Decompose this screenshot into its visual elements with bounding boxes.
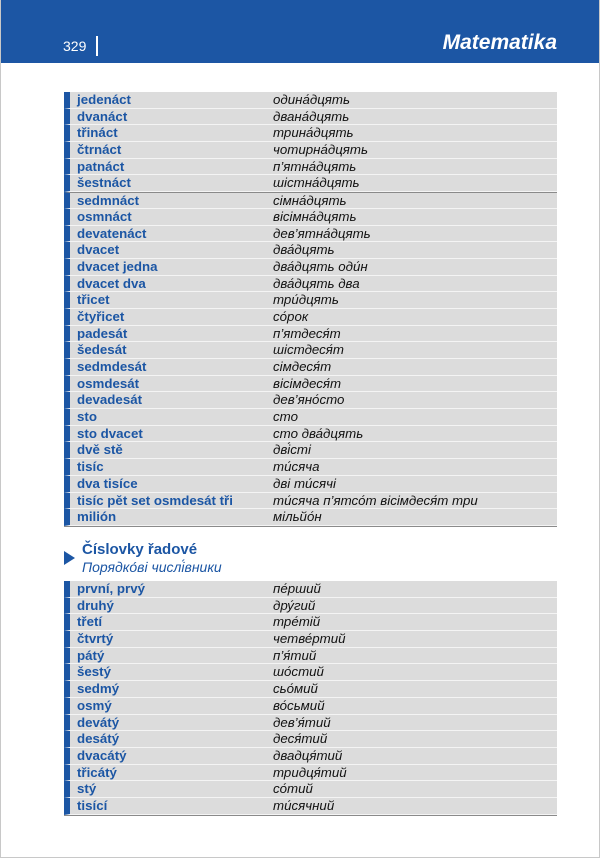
ukrainian-term: ти́сяча [273, 459, 320, 475]
ukrainian-term: шістдеся́т [273, 342, 344, 358]
czech-term: třicátý [77, 764, 117, 780]
ukrainian-term: двадця́тий [273, 747, 343, 763]
czech-term: sto dvacet [77, 425, 143, 441]
table-row [64, 698, 557, 715]
table-row [64, 476, 557, 493]
ukrainian-term: дев’я́тий [273, 714, 331, 730]
ukrainian-term: во́сьмий [273, 697, 325, 713]
ukrainian-term: тридця́тий [273, 764, 347, 780]
table-row [64, 192, 557, 209]
ukrainian-term: вісімдеся́т [273, 375, 342, 391]
table-row [64, 426, 557, 443]
ukrainian-term: вісімна́дцять [273, 208, 357, 224]
ukrainian-term: два́дцять оди́н [273, 258, 368, 274]
header-divider [96, 36, 98, 56]
ukrainian-term: трина́дцять [273, 125, 354, 141]
czech-term: padesát [77, 325, 128, 341]
czech-term: čtyřicet [77, 308, 125, 324]
table-row [64, 242, 557, 259]
czech-term: desátý [77, 731, 120, 747]
ukrainian-term: ти́сяча п’ятсо́т вісімдеся́т три [273, 492, 478, 508]
ukrainian-term: п’ятдеся́т [273, 325, 341, 341]
section-arrow-icon [64, 551, 75, 565]
ordinal-numbers-table [64, 581, 557, 816]
table-row [64, 109, 557, 126]
czech-term: třináct [77, 125, 118, 141]
table-row [64, 731, 557, 748]
ukrainian-term: одина́дцять [273, 92, 350, 107]
czech-term: dvacet [77, 242, 120, 258]
ukrainian-term: п’я́тий [273, 647, 317, 663]
czech-term: šestnáct [77, 175, 131, 191]
ukrainian-term: сімдеся́т [273, 359, 332, 374]
section-title: Číslovky řadové [82, 541, 198, 558]
table-row [64, 209, 557, 226]
ukrainian-term: чотирна́дцять [273, 142, 368, 158]
table-row [64, 125, 557, 142]
ukrainian-term: со́тий [273, 781, 313, 797]
czech-term: dvanáct [77, 108, 128, 124]
czech-term: milión [77, 509, 117, 525]
table-row [64, 409, 557, 426]
ukrainian-term: дев’яно́сто [273, 392, 345, 408]
czech-term: dvacet jedna [77, 258, 158, 274]
czech-term: třicet [77, 292, 110, 308]
czech-term: dvě stě [77, 442, 123, 458]
czech-term: devadesát [77, 392, 143, 408]
ukrainian-term: сьо́мий [273, 681, 318, 697]
ukrainian-term: два́дцять [273, 242, 335, 258]
czech-term: tisíc [77, 459, 104, 475]
ukrainian-term: п’ятна́дцять [273, 158, 357, 174]
section-subtitle: Порядко́ві числі́вники [82, 559, 222, 575]
ukrainian-term: четве́ртий [273, 631, 346, 647]
ukrainian-term: сто [273, 409, 298, 425]
ukrainian-term: тре́тій [273, 614, 321, 630]
table-row [64, 309, 557, 326]
table-row [64, 681, 557, 698]
ukrainian-term: дві ти́сячі [273, 475, 336, 491]
ukrainian-term: шо́стий [273, 664, 324, 680]
table-row [64, 326, 557, 343]
chapter-title: Matematika [442, 31, 557, 54]
table-row [64, 92, 557, 109]
czech-term: sto [77, 409, 97, 425]
czech-term: šestý [77, 664, 112, 680]
table-row [64, 359, 557, 376]
ukrainian-term: шістна́дцять [273, 175, 360, 191]
ukrainian-term: сто два́дцять [273, 425, 364, 441]
ukrainian-term: три́дцять [273, 292, 339, 308]
czech-term: osmnáct [77, 208, 132, 224]
table-row [64, 765, 557, 782]
czech-term: devátý [77, 714, 120, 730]
czech-term: dvacet dva [77, 275, 146, 291]
cardinal-numbers-table [64, 92, 557, 527]
ukrainian-term: со́рок [273, 308, 309, 324]
table-row [64, 459, 557, 476]
czech-term: první, prvý [77, 581, 145, 596]
table-row [64, 509, 557, 526]
ukrainian-term: дев’ятна́дцять [273, 225, 371, 241]
table-row [64, 342, 557, 359]
page-header [1, 0, 599, 63]
czech-term: třetí [77, 614, 103, 630]
czech-term: tisíc pět set osmdesát tři [77, 492, 233, 508]
table-row [64, 259, 557, 276]
czech-term: dvacátý [77, 747, 127, 763]
ukrainian-term: двана́дцять [273, 108, 350, 124]
table-row [64, 598, 557, 615]
table-row [64, 715, 557, 732]
czech-term: osmý [77, 697, 112, 713]
czech-term: sedmnáct [77, 193, 140, 209]
table-row [64, 648, 557, 665]
ukrainian-term: мільйо́н [273, 509, 322, 525]
table-row [64, 442, 557, 459]
ukrainian-term: два́дцять два [273, 275, 360, 291]
czech-term: čtvrtý [77, 631, 114, 647]
table-row [64, 226, 557, 243]
table-row [64, 292, 557, 309]
ukrainian-term: деся́тий [273, 731, 328, 747]
ukrainian-term: ти́сячний [273, 797, 335, 813]
table-row [64, 664, 557, 681]
czech-term: šedesát [77, 342, 127, 358]
table-row [64, 392, 557, 409]
czech-term: stý [77, 781, 97, 797]
table-row [64, 175, 557, 192]
czech-term: devatenáct [77, 225, 147, 241]
table-row [64, 781, 557, 798]
table-row [64, 798, 557, 815]
page-number: 329 [63, 38, 87, 54]
czech-term: patnáct [77, 158, 125, 174]
table-row [64, 581, 557, 598]
ukrainian-term: дві́сті [273, 442, 311, 458]
czech-term: druhý [77, 597, 114, 613]
czech-term: pátý [77, 647, 105, 663]
ukrainian-term: пе́рший [273, 581, 321, 596]
czech-term: sedmý [77, 681, 120, 697]
czech-term: tisící [77, 797, 108, 813]
table-row [64, 493, 557, 510]
czech-term: dva tisíce [77, 475, 138, 491]
table-row [64, 142, 557, 159]
czech-term: osmdesát [77, 375, 140, 391]
table-row [64, 631, 557, 648]
czech-term: jedenáct [77, 92, 131, 107]
table-row [64, 614, 557, 631]
czech-term: sedmdesát [77, 359, 147, 374]
table-row [64, 276, 557, 293]
table-row [64, 159, 557, 176]
czech-term: čtrnáct [77, 142, 122, 158]
table-row [64, 376, 557, 393]
ukrainian-term: дру́гий [273, 597, 316, 613]
table-row [64, 748, 557, 765]
ukrainian-term: сімна́дцять [273, 193, 347, 209]
